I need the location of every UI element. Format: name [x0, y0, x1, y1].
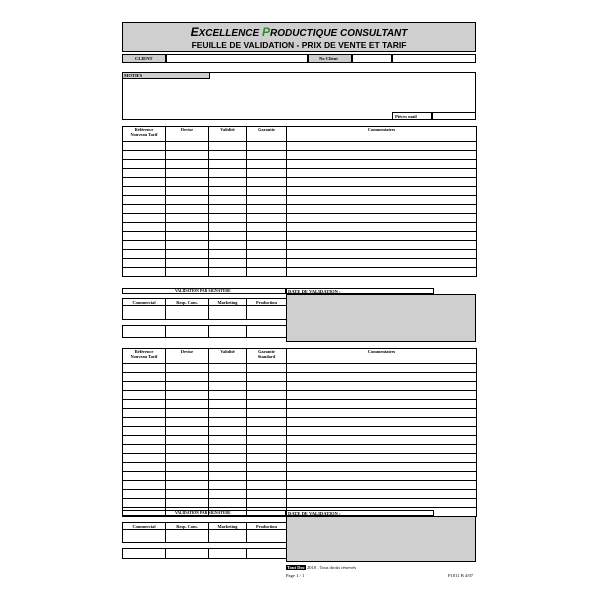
- table-cell[interactable]: [123, 178, 166, 187]
- table-cell[interactable]: [287, 214, 477, 223]
- signature-box[interactable]: [123, 549, 166, 559]
- validation-label-cell-2: [122, 510, 286, 516]
- form-title: FEUILLE DE VALIDATION - PRIX DE VENTE ET TARIF: [191, 40, 407, 50]
- table-cell[interactable]: [287, 142, 477, 151]
- table-row: [123, 418, 477, 427]
- validation-form: [122, 22, 476, 577]
- table-cell[interactable]: [247, 187, 287, 196]
- col-commentaires: Commentaires: [287, 349, 477, 364]
- signer-commercial-1: Commercial: [123, 299, 166, 306]
- title-initial-p: P: [261, 25, 270, 39]
- signature-box[interactable]: [209, 549, 247, 559]
- table-cell[interactable]: [209, 409, 247, 418]
- signature-box[interactable]: [123, 530, 166, 543]
- table-cell[interactable]: [166, 427, 209, 436]
- table-cell[interactable]: [247, 454, 287, 463]
- table-cell[interactable]: [247, 160, 287, 169]
- table-cell[interactable]: [287, 409, 477, 418]
- table-cell[interactable]: [287, 268, 477, 277]
- table-cell[interactable]: [123, 490, 166, 499]
- signature-box[interactable]: [166, 306, 209, 320]
- pieces-field[interactable]: [432, 112, 476, 120]
- table-cell[interactable]: [123, 142, 166, 151]
- table-cell[interactable]: [166, 214, 209, 223]
- table-cell[interactable]: [166, 463, 209, 472]
- table-cell[interactable]: [209, 373, 247, 382]
- table-cell[interactable]: [123, 427, 166, 436]
- table-cell[interactable]: [209, 268, 247, 277]
- table-cell[interactable]: [166, 151, 209, 160]
- table-cell[interactable]: [287, 454, 477, 463]
- shaded-area-2: [286, 516, 476, 562]
- table-cell[interactable]: [209, 472, 247, 481]
- signature-box[interactable]: [247, 530, 287, 543]
- table-row: [123, 142, 477, 151]
- signature-box[interactable]: [209, 306, 247, 320]
- table-row: [123, 427, 477, 436]
- table-cell[interactable]: [123, 382, 166, 391]
- table-cell[interactable]: [247, 250, 287, 259]
- col-reference: Référence Nouveau Tarif: [123, 349, 166, 364]
- signer-resp-com-2: Resp. Com.: [166, 523, 209, 530]
- table-cell[interactable]: [287, 391, 477, 400]
- copyright-line: [286, 565, 356, 570]
- table-cell[interactable]: [209, 259, 247, 268]
- table-row: [123, 454, 477, 463]
- col-commentaires: Commentaires: [287, 127, 477, 142]
- table-cell[interactable]: [123, 205, 166, 214]
- client-no-label-cell: [308, 54, 352, 63]
- table-cell[interactable]: [166, 382, 209, 391]
- signature-box[interactable]: [166, 326, 209, 338]
- table-cell[interactable]: [209, 250, 247, 259]
- table-cell[interactable]: [166, 481, 209, 490]
- table-cell[interactable]: [123, 187, 166, 196]
- table-row: [123, 214, 477, 223]
- table-cell[interactable]: [247, 472, 287, 481]
- signer-resp-com-1: Resp. Com.: [166, 299, 209, 306]
- table-row: [123, 472, 477, 481]
- table-row: [123, 490, 477, 499]
- table-cell[interactable]: [166, 223, 209, 232]
- table-cell[interactable]: [287, 499, 477, 508]
- signature-box[interactable]: [123, 306, 166, 320]
- table-cell[interactable]: [123, 241, 166, 250]
- table-cell[interactable]: [209, 454, 247, 463]
- table-cell[interactable]: [166, 418, 209, 427]
- table-cell[interactable]: [123, 400, 166, 409]
- table-cell[interactable]: [166, 364, 209, 373]
- table-cell[interactable]: [123, 169, 166, 178]
- table-cell[interactable]: [287, 436, 477, 445]
- table-cell[interactable]: [209, 205, 247, 214]
- table-cell[interactable]: [209, 142, 247, 151]
- table-row: [123, 382, 477, 391]
- table-cell[interactable]: [287, 364, 477, 373]
- table-cell[interactable]: [166, 250, 209, 259]
- table-cell[interactable]: [209, 391, 247, 400]
- date-validation-label-2: DATE DE VALIDATION :: [288, 511, 341, 516]
- table-cell[interactable]: [287, 418, 477, 427]
- table-cell[interactable]: [209, 499, 247, 508]
- client-label: CLIENT: [135, 56, 153, 61]
- table-row: [123, 409, 477, 418]
- table-cell[interactable]: [247, 232, 287, 241]
- table-row: [123, 373, 477, 382]
- table-cell[interactable]: [123, 454, 166, 463]
- table-cell[interactable]: [166, 259, 209, 268]
- table-cell[interactable]: [247, 436, 287, 445]
- table-cell[interactable]: [287, 169, 477, 178]
- table-cell[interactable]: [247, 400, 287, 409]
- table-cell[interactable]: [247, 499, 287, 508]
- table-cell[interactable]: [247, 490, 287, 499]
- validation-label-cell-1: [122, 288, 286, 294]
- table-row: [123, 400, 477, 409]
- table-row: [123, 250, 477, 259]
- table-cell[interactable]: [247, 463, 287, 472]
- signature-box[interactable]: [247, 306, 287, 320]
- rights-text: 2010 . Tous droits réservés: [306, 565, 357, 570]
- table-cell[interactable]: [209, 178, 247, 187]
- col-devise: Devise: [166, 349, 209, 364]
- table-cell[interactable]: [247, 151, 287, 160]
- table-cell[interactable]: [123, 259, 166, 268]
- table-cell[interactable]: [287, 382, 477, 391]
- signature-box[interactable]: [209, 530, 247, 543]
- table-row: [123, 232, 477, 241]
- table-cell[interactable]: [209, 214, 247, 223]
- table-cell[interactable]: [247, 214, 287, 223]
- table-cell[interactable]: [166, 169, 209, 178]
- table-row: [123, 178, 477, 187]
- table-cell[interactable]: [209, 445, 247, 454]
- table-cell[interactable]: [123, 409, 166, 418]
- shaded-area-1: [286, 294, 476, 342]
- col-devise: Devise: [166, 127, 209, 142]
- table-cell[interactable]: [166, 205, 209, 214]
- table-cell[interactable]: [287, 241, 477, 250]
- table-row: [123, 445, 477, 454]
- title-word-2: RODUCTIQUE CONSULTANT: [269, 28, 408, 39]
- table-cell[interactable]: [166, 187, 209, 196]
- table-cell[interactable]: [123, 391, 166, 400]
- table-cell[interactable]: [287, 400, 477, 409]
- table-cell[interactable]: [287, 205, 477, 214]
- table-cell[interactable]: [209, 364, 247, 373]
- signature-table-2: [122, 522, 287, 559]
- motifs-label: MOTIFS: [124, 73, 143, 78]
- table-row: [123, 223, 477, 232]
- table-cell[interactable]: [287, 160, 477, 169]
- table-cell[interactable]: [247, 481, 287, 490]
- table-row: [123, 259, 477, 268]
- table-cell[interactable]: [287, 151, 477, 160]
- table-cell[interactable]: [209, 151, 247, 160]
- table-cell[interactable]: [166, 160, 209, 169]
- table-cell[interactable]: [209, 241, 247, 250]
- table-cell[interactable]: [123, 436, 166, 445]
- signer-commercial-2: Commercial: [123, 523, 166, 530]
- table-cell[interactable]: [247, 241, 287, 250]
- table-cell[interactable]: [247, 223, 287, 232]
- table-cell[interactable]: [123, 445, 166, 454]
- table-cell[interactable]: [287, 232, 477, 241]
- table-cell[interactable]: [166, 373, 209, 382]
- table-cell[interactable]: [166, 178, 209, 187]
- table-cell[interactable]: [166, 196, 209, 205]
- validation-label-2: VALIDATION PAR SIGNATURE: [175, 511, 231, 515]
- table-cell[interactable]: [247, 268, 287, 277]
- table-cell[interactable]: [166, 445, 209, 454]
- table-cell[interactable]: [287, 490, 477, 499]
- table-row: [123, 481, 477, 490]
- table-cell[interactable]: [287, 259, 477, 268]
- tariff-table-1: [122, 126, 477, 277]
- table-cell[interactable]: [209, 418, 247, 427]
- pieces-label-cell: [392, 112, 432, 120]
- table-row: [123, 160, 477, 169]
- table-cell[interactable]: [123, 481, 166, 490]
- signature-box[interactable]: [209, 326, 247, 338]
- brand-tag: Tout Doc: [287, 565, 305, 570]
- table-cell[interactable]: [209, 196, 247, 205]
- table-row: [123, 196, 477, 205]
- table-cell[interactable]: [287, 196, 477, 205]
- table-cell[interactable]: [247, 445, 287, 454]
- table-cell[interactable]: [123, 463, 166, 472]
- table-cell[interactable]: [209, 481, 247, 490]
- table-cell[interactable]: [287, 178, 477, 187]
- table-row: [123, 268, 477, 277]
- table-1-body: [123, 142, 477, 277]
- client-no-field[interactable]: [352, 54, 392, 63]
- table-cell[interactable]: [247, 382, 287, 391]
- company-name: [123, 23, 475, 40]
- table-cell[interactable]: [209, 382, 247, 391]
- table-cell[interactable]: [209, 187, 247, 196]
- table-cell[interactable]: [166, 142, 209, 151]
- table-cell[interactable]: [166, 499, 209, 508]
- signer-production-2: Production: [247, 523, 287, 530]
- col-garantie: Garantie: [247, 127, 287, 142]
- col-validite: Validité: [209, 127, 247, 142]
- signature-box[interactable]: [247, 326, 287, 338]
- page-number: Page 1 / 1: [286, 573, 305, 578]
- table-2-header: [123, 349, 477, 364]
- table-cell[interactable]: [209, 463, 247, 472]
- table-cell[interactable]: [247, 364, 287, 373]
- tariff-table-2: [122, 348, 477, 517]
- table-cell[interactable]: [123, 499, 166, 508]
- table-cell[interactable]: [209, 232, 247, 241]
- table-cell[interactable]: [247, 142, 287, 151]
- col-validite: Validité: [209, 349, 247, 364]
- table-cell[interactable]: [287, 373, 477, 382]
- table-cell[interactable]: [209, 427, 247, 436]
- motifs-label-cell: [122, 72, 210, 79]
- table-cell[interactable]: [287, 187, 477, 196]
- table-cell[interactable]: [166, 409, 209, 418]
- table-cell[interactable]: [166, 454, 209, 463]
- table-cell[interactable]: [209, 400, 247, 409]
- table-row: [123, 169, 477, 178]
- form-reference: F1011 B 4/07: [448, 573, 474, 578]
- table-row: [123, 151, 477, 160]
- table-cell[interactable]: [123, 196, 166, 205]
- client-field[interactable]: [166, 54, 308, 63]
- table-row: [123, 499, 477, 508]
- table-cell[interactable]: [247, 196, 287, 205]
- table-cell[interactable]: [209, 490, 247, 499]
- table-cell[interactable]: [209, 436, 247, 445]
- table-cell[interactable]: [287, 427, 477, 436]
- table-cell[interactable]: [166, 436, 209, 445]
- table-row: [123, 436, 477, 445]
- table-cell[interactable]: [166, 490, 209, 499]
- pieces-label: Pièces mail: [395, 114, 417, 119]
- table-row: [123, 364, 477, 373]
- signature-table-1: [122, 298, 287, 338]
- validation-label-1: VALIDATION PAR SIGNATURE: [175, 289, 231, 293]
- table-cell[interactable]: [123, 151, 166, 160]
- table-cell[interactable]: [287, 250, 477, 259]
- title-initial-e: E: [190, 25, 199, 39]
- table-cell[interactable]: [123, 364, 166, 373]
- signer-production-1: Production: [247, 299, 287, 306]
- table-cell[interactable]: [123, 214, 166, 223]
- form-header: [122, 22, 476, 52]
- col-reference: Référence Nouveau Tarif: [123, 127, 166, 142]
- table-cell[interactable]: [247, 373, 287, 382]
- table-cell[interactable]: [247, 427, 287, 436]
- table-row: [123, 187, 477, 196]
- table-cell[interactable]: [247, 409, 287, 418]
- signature-box[interactable]: [166, 530, 209, 543]
- table-row: [123, 391, 477, 400]
- table-cell[interactable]: [209, 169, 247, 178]
- table-cell[interactable]: [247, 259, 287, 268]
- table-cell[interactable]: [287, 472, 477, 481]
- table-cell[interactable]: [166, 391, 209, 400]
- signature-box[interactable]: [166, 549, 209, 559]
- table-1-header: [123, 127, 477, 142]
- table-cell[interactable]: [123, 418, 166, 427]
- col-garantie: Garantie Standard: [247, 349, 287, 364]
- table-cell[interactable]: [287, 223, 477, 232]
- table-cell[interactable]: [209, 160, 247, 169]
- table-cell[interactable]: [123, 268, 166, 277]
- client-no-label: No Client: [319, 56, 338, 61]
- table-row: [123, 241, 477, 250]
- table-cell[interactable]: [247, 169, 287, 178]
- table-cell[interactable]: [123, 160, 166, 169]
- client-label-cell: [122, 54, 166, 63]
- table-2-body: [123, 364, 477, 517]
- signer-marketing-2: Marketing: [209, 523, 247, 530]
- signature-box[interactable]: [123, 326, 166, 338]
- table-cell[interactable]: [123, 472, 166, 481]
- table-cell[interactable]: [166, 268, 209, 277]
- table-cell[interactable]: [287, 445, 477, 454]
- table-cell[interactable]: [123, 223, 166, 232]
- table-cell[interactable]: [247, 391, 287, 400]
- table-cell[interactable]: [247, 178, 287, 187]
- table-cell[interactable]: [166, 472, 209, 481]
- table-cell[interactable]: [247, 418, 287, 427]
- date-validation-label-1: DATE DE VALIDATION :: [288, 289, 341, 294]
- table-row: [123, 205, 477, 214]
- signer-marketing-1: Marketing: [209, 299, 247, 306]
- table-cell[interactable]: [166, 232, 209, 241]
- table-cell[interactable]: [123, 232, 166, 241]
- table-cell[interactable]: [123, 373, 166, 382]
- client-extra-field[interactable]: [392, 54, 476, 63]
- table-cell[interactable]: [287, 463, 477, 472]
- signature-box[interactable]: [247, 549, 287, 559]
- title-word-1: XCELLENCE: [198, 28, 262, 39]
- table-cell[interactable]: [166, 241, 209, 250]
- table-cell[interactable]: [287, 481, 477, 490]
- table-cell[interactable]: [123, 250, 166, 259]
- table-cell[interactable]: [209, 223, 247, 232]
- table-row: [123, 463, 477, 472]
- table-cell[interactable]: [166, 400, 209, 409]
- table-cell[interactable]: [247, 205, 287, 214]
